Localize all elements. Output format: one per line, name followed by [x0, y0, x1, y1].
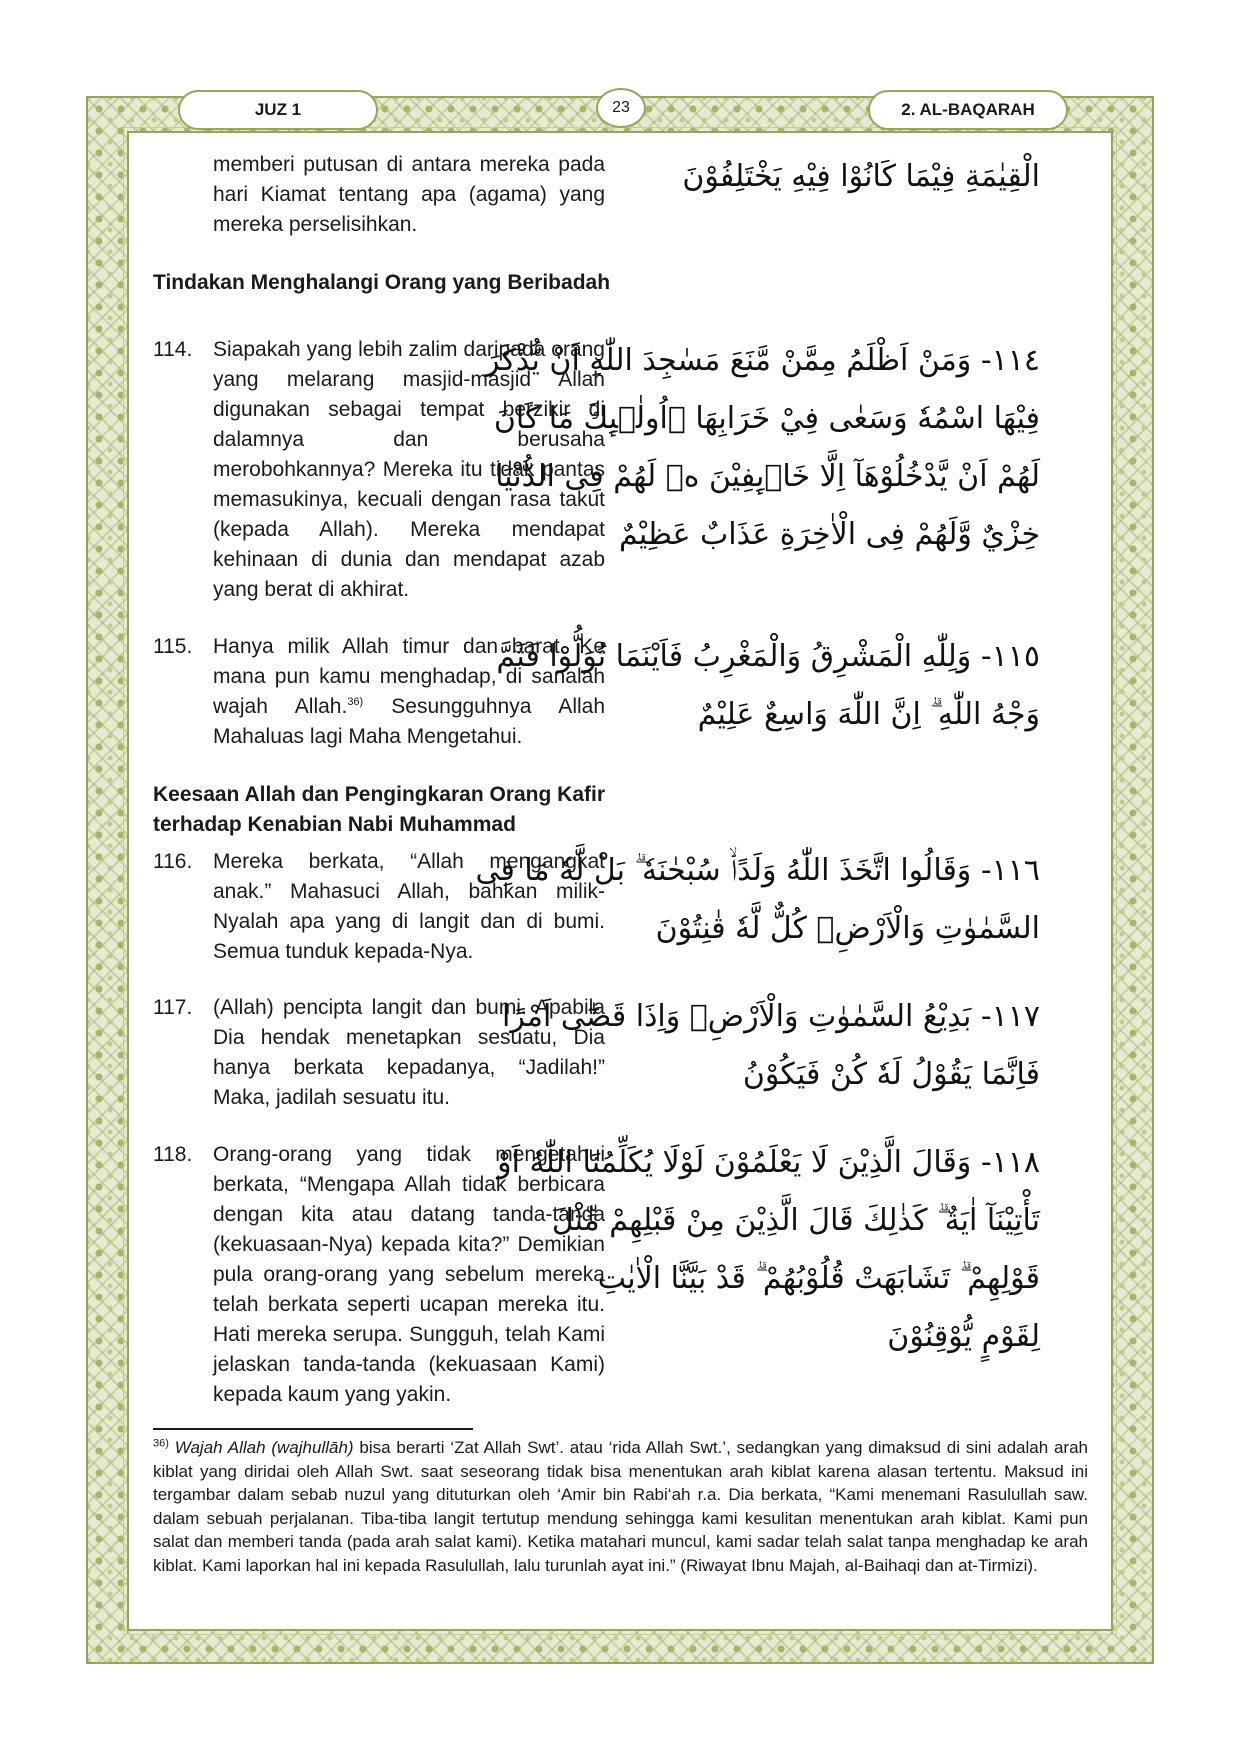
juz-label: JUZ 1	[178, 90, 378, 130]
verse-number: 116.	[153, 850, 193, 873]
verse-117-arabic	[502, 988, 1040, 1104]
arabic-line: ١١٤- وَمَنْ اَظْلَمُ مِمَّنْ مَّنَعَ مَسٰجِدَ اللّٰهِ اَنْ يُّذْكَرَ	[484, 343, 1040, 378]
verse-number: 115.	[153, 635, 193, 658]
section-heading: Tindakan Menghalangi Orang yang Beribadah	[153, 271, 611, 294]
arabic-line: ١١٦- وَقَالُوا اتَّخَذَ اللّٰهُ وَلَدًاۙ سُبْحٰنَهٗ ۗ بَلْ لَّهٗ مَا فِى	[475, 853, 1040, 888]
verse-114-arabic	[484, 332, 1040, 564]
verse-number: 117.	[153, 996, 193, 1019]
footnote-ref: 36)	[347, 696, 364, 708]
footnote-text: bisa berarti ‘Zat Allah Swt’. atau ‘rida Allah Swt.’, sedangkan yang dimaksud di sini adalah arah kiblat yang diridai oleh Allah Swt. saat seseorang tidak bisa menentukan arah kiblat karena alasan tertentu. Maksud ini tergambar dalam sebab nuzul yang dituturkan oleh ‘Amir bin Rabi‘ah r.a. Dia berkata, “Kami menemani Rasulullah saw. dalam sebuah perjalanan. Tiba-tiba langit tertutup mendung sehingga kami kesulitan menentukan arah kiblat. Kami pun salat dan memberi tanda (pada arah salat kami). Ketika matahari muncul, kami sadar telah salat tanpa menghadap ke arah kiblat. Kami laporkan hal ini kepada Rasulullah, lalu turunlah ayat ini.” (Riwayat Ibnu Majah, al-Baihaqi dan at-Tirmizi).	[153, 1438, 1088, 1575]
continuation-translation: memberi putusan di antara mereka pada hari Kiamat tentang apa (agama) yang mereka perselisihkan.	[213, 153, 605, 236]
arabic-line: فِيْهَا اسْمُهٗ وَسَعٰى فِيْ خَرَابِهَا ۗاُولٰۤىِٕكَ مَا كَانَ	[493, 401, 1040, 436]
verse-116-arabic	[475, 842, 1040, 958]
verse-text: Siapakah yang lebih zalim daripada orang yang melarang masjid-masjid Allah digunakan sebagai tempat berzikir di dalamnya dan berusaha merobohkannya? Mereka itu tidak pantas memasukinya, kecuali dengan rasa takut (kepada Allah). Mereka mendapat kehinaan di dunia dan mendapat azab yang berat di akhirat.	[213, 338, 605, 601]
arabic-line: قَوْلِهِمْ ۗ تَشَابَهَتْ قُلُوْبُهُمْ ۗ قَدْ بَيَّنَّا الْاٰيٰتِ	[597, 1261, 1040, 1296]
arabic-line: لِقَوْمٍ يُّوْقِنُوْنَ	[887, 1319, 1040, 1354]
footnote	[153, 1436, 1088, 1577]
arabic-line: فَاِنَّمَا يَقُوْلُ لَهٗ كُنْ فَيَكُوْنُ	[742, 1057, 1040, 1092]
continuation-arabic	[630, 148, 1040, 206]
arabic-line: خِزْيٌ وَّلَهُمْ فِى الْاٰخِرَةِ عَذَابٌ عَظِيْمٌ	[618, 517, 1040, 552]
page-number: 23	[596, 88, 646, 128]
verse-115-arabic	[496, 628, 1040, 744]
verse-118-arabic	[497, 1134, 1040, 1366]
arabic-line: لَهُمْ اَنْ يَّدْخُلُوْهَآ اِلَّا خَاۤىِٕفِيْنَ ەۗ لَهُمْ فِى الدُّنْيَا	[495, 459, 1040, 494]
arabic-line: تَأْتِيْنَآ اٰيَةٌ ۗ كَذٰلِكَ قَالَ الَّذِيْنَ مِنْ قَبْلِهِمْ مِّثْلَ	[551, 1203, 1040, 1238]
verse-number: 118.	[153, 1143, 193, 1166]
arabic-line: وَجْهُ اللّٰهِ ۗ اِنَّ اللّٰهَ وَاسِعٌ عَلِيْمٌ	[697, 697, 1040, 732]
arabic-line: الْقِيٰمَةِ فِيْمَا كَانُوْا فِيْهِ يَخْتَلِفُوْنَ	[682, 159, 1040, 194]
footnote-divider	[153, 1428, 473, 1430]
section-heading: Keesaan Allah dan Pengingkaran Orang Kafir terhadap Kenabian Nabi Muhammad	[153, 783, 606, 836]
verse-number: 114.	[153, 338, 193, 361]
arabic-line: السَّمٰوٰتِ وَالْاَرْضِۗ كُلٌّ لَّهٗ قٰنِتُوْنَ	[655, 911, 1040, 946]
verse-text-part: Sesungguhnya Allah Mahaluas lagi Maha Mengetahui.	[213, 695, 606, 748]
arabic-line: ١١٧- بَدِيْعُ السَّمٰوٰتِ وَالْاَرْضِۗ وَاِذَا قَضٰٓى اَمْرًا	[502, 999, 1040, 1034]
footnote-italic-lead: Wajah Allah (wajhullāh)	[174, 1438, 354, 1457]
surah-label: 2. AL-BAQARAH	[868, 90, 1068, 130]
footnote-marker: 36)	[153, 1437, 169, 1450]
verse-text: Orang-orang yang tidak mengetahui berkata, “Mengapa Allah tidak berbicara dengan kita atau datang tanda-tanda (kekuasaan-Nya) kepada kita?” Demikian pula orang-orang yang sebelum mereka telah berkata seperti ucapan mereka itu. Hati mereka serupa. Sungguh, telah Kami jelaskan tanda-tanda (kekuasaan Kami) kepada kaum yang yakin.	[213, 1143, 605, 1406]
arabic-line: ١١٥- وَلِلّٰهِ الْمَشْرِقُ وَالْمَغْرِبُ فَاَيْنَمَا تُوَلُّوْا فَثَمَّ	[496, 639, 1040, 674]
verse-text: (Allah) pencipta langit dan bumi. Apabila Dia hendak menetapkan sesuatu, Dia hanya berkata kepadanya, “Jadilah!” Maka, jadilah sesuatu itu.	[213, 996, 605, 1109]
verse-text-part: Hanya milik Allah timur dan barat. Ke mana pun kamu menghadap, di sanalah wajah Allah.	[213, 635, 605, 718]
verse-text: Mereka berkata, “Allah mengangkat anak.” Mahasuci Allah, bahkan milik-Nyalah apa yang di langit dan di bumi. Semua tunduk kepada-Nya.	[213, 850, 605, 963]
arabic-line: ١١٨- وَقَالَ الَّذِيْنَ لَا يَعْلَمُوْنَ لَوْلَا يُكَلِّمُنَا اللّٰهُ اَوْ	[497, 1145, 1040, 1180]
